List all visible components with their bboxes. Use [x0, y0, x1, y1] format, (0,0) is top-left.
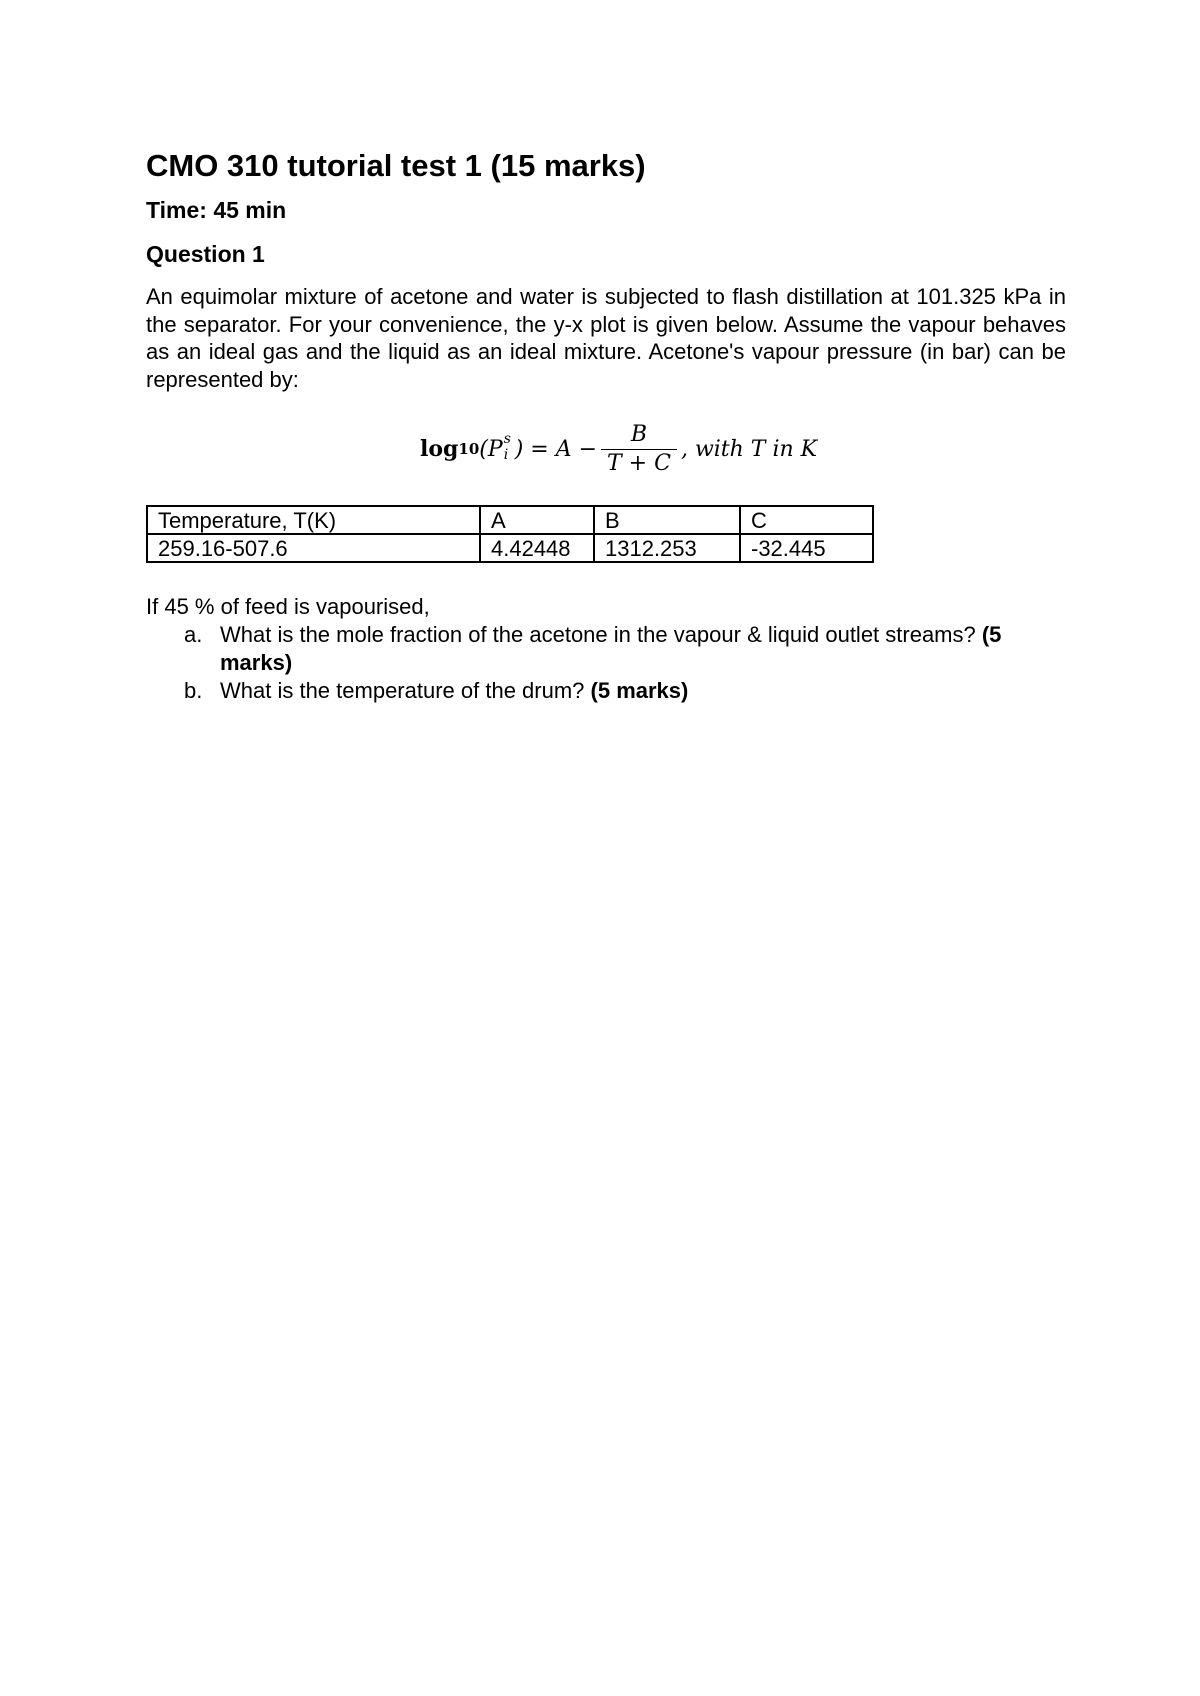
table-header-cell: C	[740, 506, 873, 534]
document-content	[146, 146, 1066, 705]
table-header-cell: A	[480, 506, 594, 534]
equation-tail: , with T in K	[680, 436, 818, 462]
equation-log: log	[420, 436, 459, 462]
question-paragraph: An equimolar mixture of acetone and water is subjected to flash distillation at 101.325 kPa in the separator. For your convenience, the y-x plot is given below. Assume the vapour behaves as an ideal gas and the liquid as an ideal mixture. Acetone's vapour pressure (in bar) can be represented by:	[146, 284, 1066, 392]
table-cell: 1312.253	[594, 534, 740, 562]
equation-numerator: B	[630, 421, 648, 447]
question-heading: Question 1	[146, 241, 265, 267]
time-limit: Time: 45 min	[146, 197, 287, 223]
equation-open: (P	[479, 436, 503, 462]
antoine-constants-table	[146, 505, 874, 563]
equation-log-base: 10	[458, 440, 480, 458]
subquestion-list	[146, 621, 1066, 705]
vapour-pressure-equation	[146, 417, 1066, 481]
list-item	[146, 677, 1066, 705]
equation-close: ) = A −	[514, 436, 598, 462]
item-letter: a.	[184, 622, 203, 647]
table-header-row	[147, 506, 873, 534]
table-cell: -32.445	[740, 534, 873, 562]
equation-fraction	[601, 423, 677, 476]
equation-subscript: i	[503, 447, 509, 463]
table-header-cell: B	[594, 506, 740, 534]
table-row	[147, 534, 873, 562]
equation-denominator: T + C	[601, 449, 677, 476]
item-marks: (5 marks)	[220, 622, 1002, 675]
equation-superscript: s	[503, 431, 511, 447]
item-text: What is the temperature of the drum?	[220, 678, 591, 703]
item-letter: b.	[184, 678, 203, 703]
list-item	[146, 621, 1066, 677]
table-cell: 4.42448	[480, 534, 594, 562]
subquestion-intro: If 45 % of feed is vapourised,	[146, 594, 430, 619]
item-marks: (5 marks)	[590, 678, 689, 703]
document-title: CMO 310 tutorial test 1 (15 marks)	[146, 148, 646, 183]
table-cell: 259.16-507.6	[147, 534, 480, 562]
table-header-cell: Temperature, T(K)	[147, 506, 480, 534]
item-text: What is the mole fraction of the acetone in the vapour & liquid outlet streams?	[220, 622, 982, 647]
